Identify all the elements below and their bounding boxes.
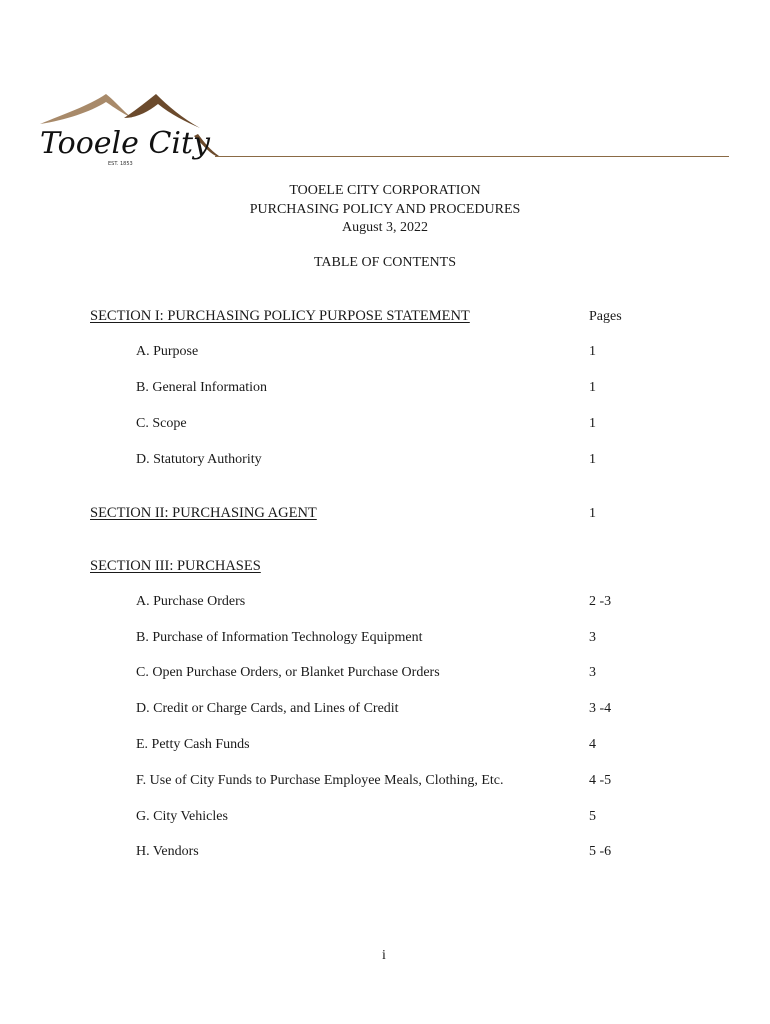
toc-entry-label: C. Scope <box>136 416 187 431</box>
toc-entry-label: D. Statutory Authority <box>136 452 262 467</box>
logo-wordmark: Tooele City <box>40 126 210 161</box>
toc-entry-page: 5 -6 <box>589 844 612 859</box>
toc-entry-page: 4 <box>589 737 596 752</box>
logo-mountain-left <box>40 94 132 124</box>
toc-entry-page: 1 <box>589 506 596 521</box>
logo-est: EST. 1853 <box>108 161 133 167</box>
toc-entry-page: 3 <box>589 630 596 645</box>
pages-label: Pages <box>589 309 622 324</box>
org-name: TOOELE CITY CORPORATION <box>289 183 481 198</box>
toc-entry-label: B. Purchase of Information Technology Equipment <box>136 630 423 645</box>
toc-entry-page: 1 <box>589 416 596 431</box>
toc-entry-page: 1 <box>589 344 596 359</box>
toc-entry-page: 5 <box>589 809 596 824</box>
toc-entry-page: 1 <box>589 452 596 467</box>
toc-entry-page: 1 <box>589 380 596 395</box>
toc-entry-label: B. General Information <box>136 380 268 395</box>
section-3-title: SECTION III: PURCHASES <box>90 558 261 574</box>
toc-entry-page: 3 -4 <box>589 701 612 716</box>
toc-entry-page: 2 -3 <box>589 594 612 609</box>
toc-entry-label: H. Vendors <box>136 844 199 859</box>
logo-mountain-right <box>124 94 200 128</box>
toc-entry-label: F. Use of City Funds to Purchase Employee Meals, Clothing, Etc. <box>136 773 504 788</box>
toc-heading: TABLE OF CONTENTS <box>314 255 456 270</box>
page-number: i <box>382 948 386 963</box>
section-1-title: SECTION I: PURCHASING POLICY PURPOSE STATEMENT <box>90 308 470 324</box>
toc-entry-label: A. Purpose <box>136 344 199 359</box>
toc-entry-label: D. Credit or Charge Cards, and Lines of Credit <box>136 701 399 716</box>
toc-entry-page: 4 -5 <box>589 773 612 788</box>
toc-entry-label: C. Open Purchase Orders, or Blanket Purchase Orders <box>136 665 440 680</box>
document-title: PURCHASING POLICY AND PROCEDURES <box>249 202 521 217</box>
toc-entry-label: A. Purchase Orders <box>136 594 246 609</box>
header-rule <box>215 156 729 157</box>
toc-entry-label: E. Petty Cash Funds <box>136 737 250 752</box>
toc-entry-label: G. City Vehicles <box>136 809 228 824</box>
document-date: August 3, 2022 <box>342 220 428 235</box>
tooele-city-logo <box>36 88 236 168</box>
section-2-title: SECTION II: PURCHASING AGENT <box>90 505 317 521</box>
toc-entry-page: 3 <box>589 665 596 680</box>
